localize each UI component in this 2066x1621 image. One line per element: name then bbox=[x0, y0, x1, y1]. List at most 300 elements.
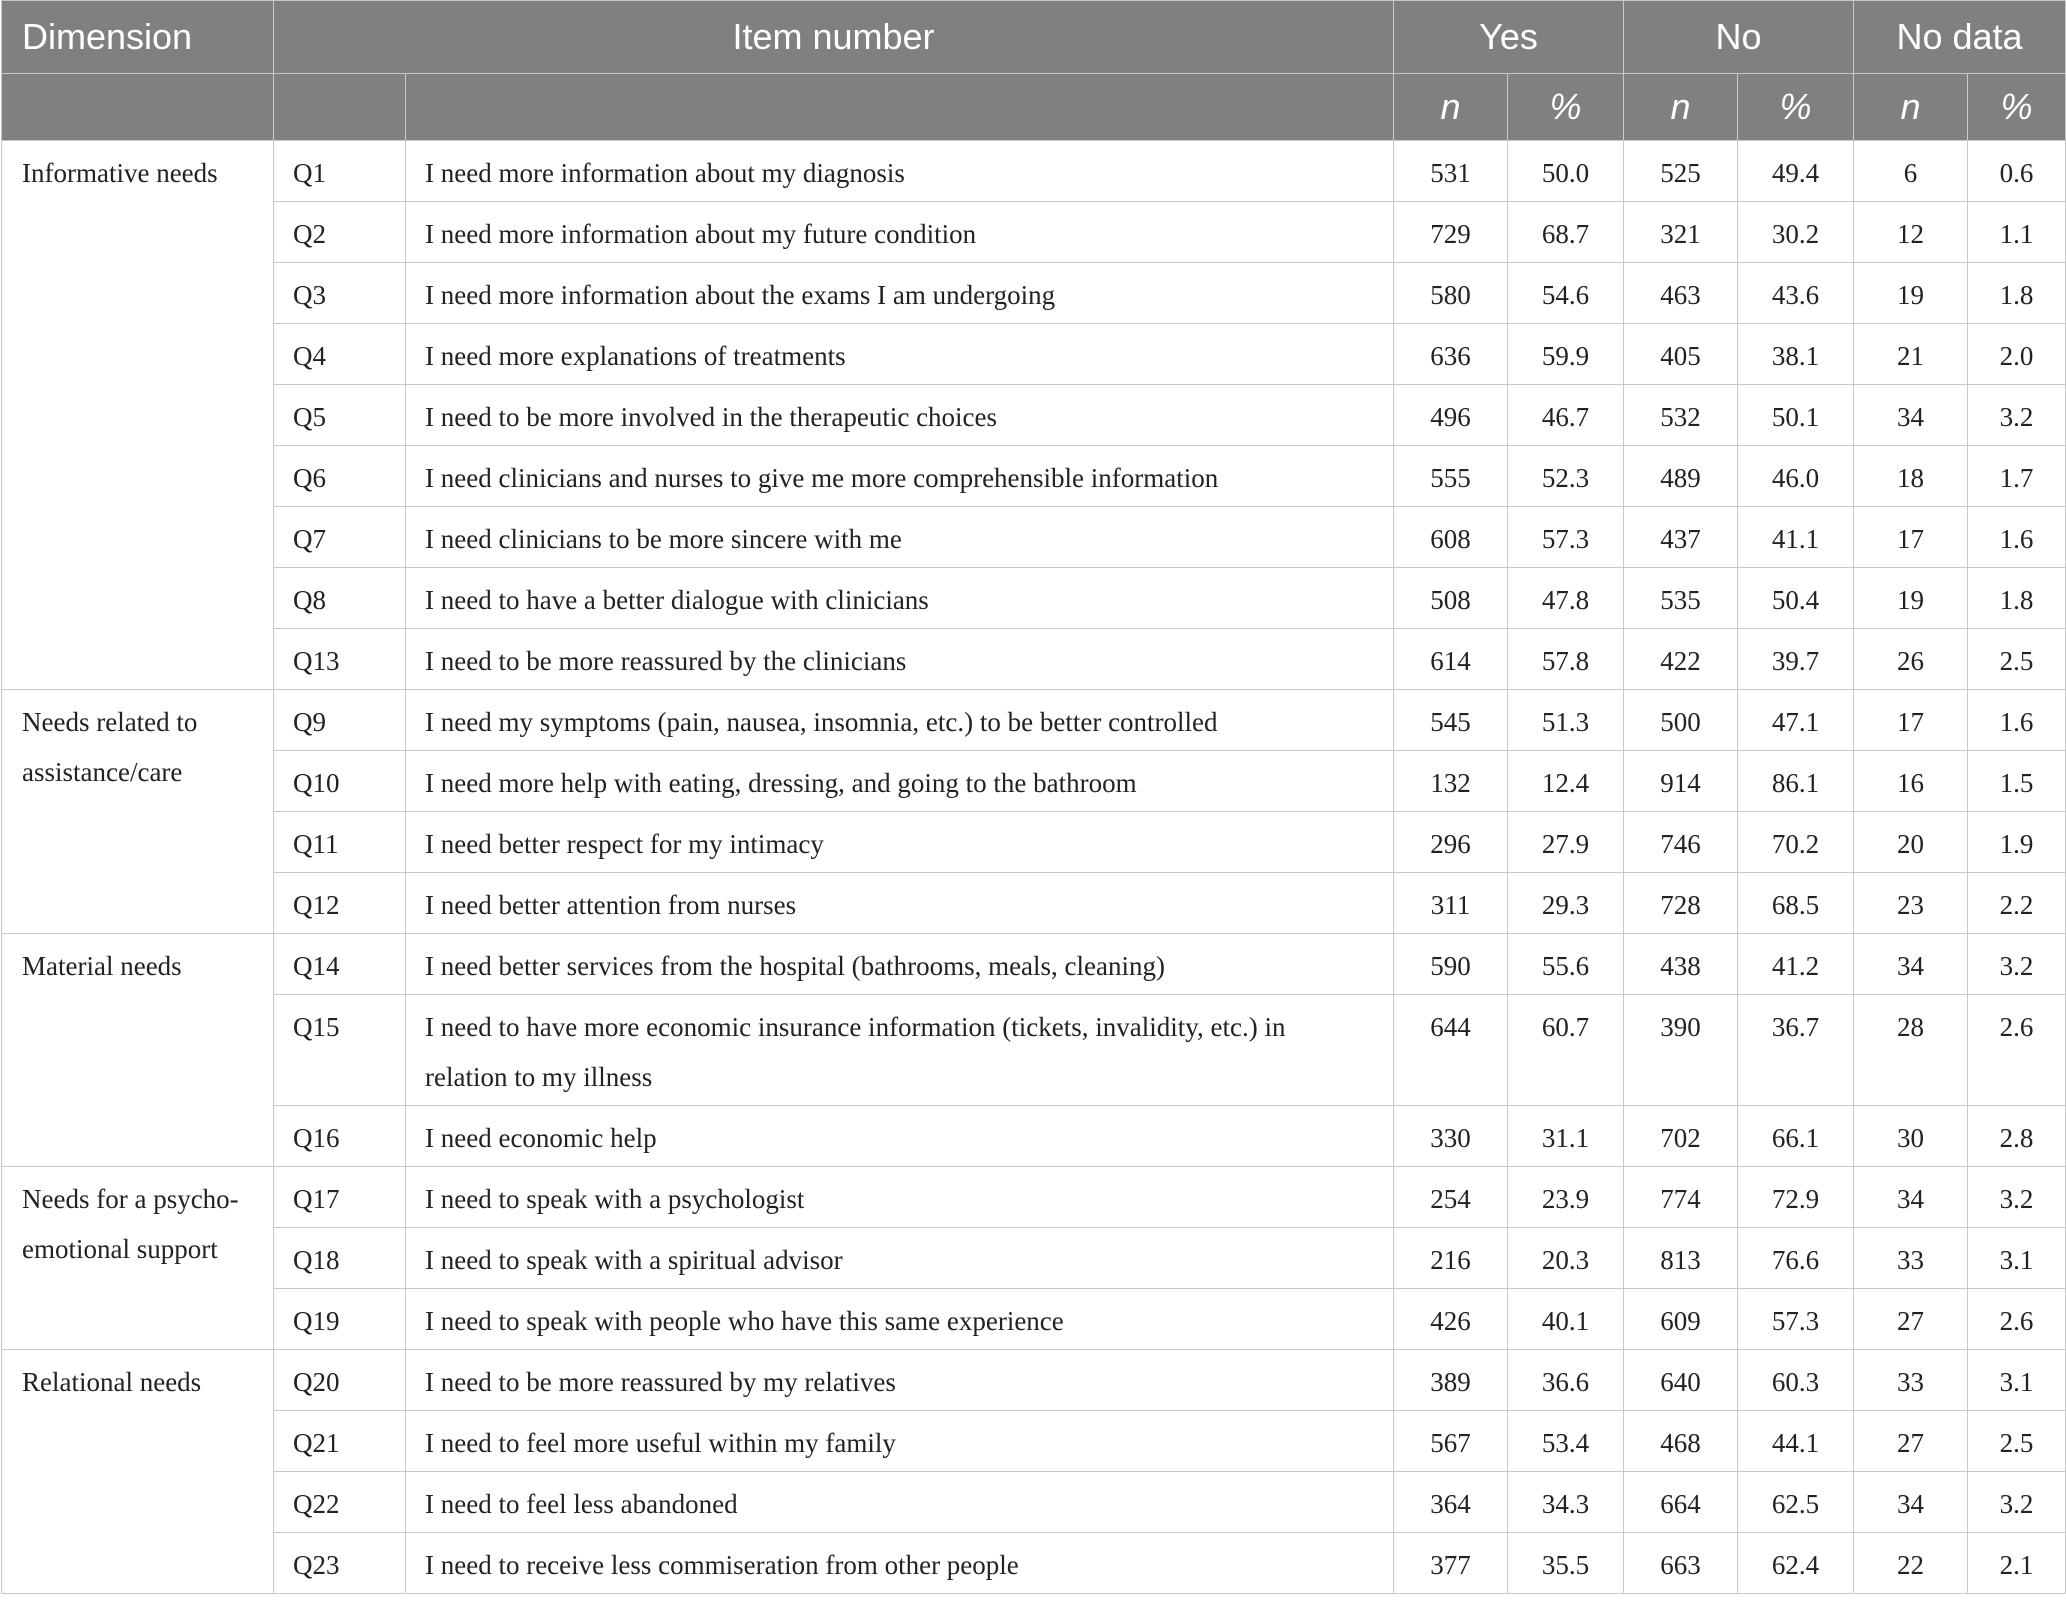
no-n: 664 bbox=[1660, 1489, 1701, 1519]
no-data-n-cell bbox=[1854, 812, 1968, 873]
no-data-pct: 3.2 bbox=[1999, 1184, 2034, 1214]
item-id-cell bbox=[274, 1472, 406, 1533]
item-text: I need better respect for my intimacy bbox=[425, 829, 824, 859]
dimension-cell bbox=[2, 934, 274, 1167]
no-n: 405 bbox=[1660, 341, 1701, 371]
table-row bbox=[2, 141, 2066, 202]
header-blank bbox=[2, 74, 274, 141]
item-id: Q18 bbox=[293, 1245, 340, 1275]
no-pct: 39.7 bbox=[1771, 646, 1820, 676]
item-id-cell bbox=[274, 1289, 406, 1350]
no-data-pct-cell bbox=[1968, 934, 2066, 995]
no-data-n-cell bbox=[1854, 1228, 1968, 1289]
no-data-n-cell bbox=[1854, 263, 1968, 324]
no-pct: 60.3 bbox=[1771, 1367, 1820, 1397]
no-pct: 49.4 bbox=[1771, 158, 1820, 188]
no-data-pct-cell bbox=[1968, 385, 2066, 446]
no-data-n-cell bbox=[1854, 751, 1968, 812]
yes-n: 608 bbox=[1430, 524, 1471, 554]
yes-n: 132 bbox=[1430, 768, 1471, 798]
no-n: 525 bbox=[1660, 158, 1701, 188]
item-id-cell bbox=[274, 1411, 406, 1472]
item-id: Q12 bbox=[293, 890, 340, 920]
yes-n: 254 bbox=[1430, 1184, 1471, 1214]
no-pct-cell bbox=[1738, 690, 1854, 751]
yes-pct: 57.3 bbox=[1541, 524, 1590, 554]
item-id: Q11 bbox=[293, 829, 339, 859]
item-text-cell bbox=[406, 1289, 1394, 1350]
no-data-n: 34 bbox=[1897, 1489, 1925, 1519]
no-pct-cell bbox=[1738, 1106, 1854, 1167]
no-data-n: 34 bbox=[1897, 402, 1925, 432]
header-dimension: Dimension bbox=[2, 1, 274, 74]
item-id-cell bbox=[274, 1167, 406, 1228]
no-data-n-cell bbox=[1854, 1289, 1968, 1350]
item-id: Q21 bbox=[293, 1428, 340, 1458]
no-data-n: 6 bbox=[1903, 158, 1918, 188]
header-item-number: Item number bbox=[274, 1, 1394, 74]
item-id-cell bbox=[274, 1228, 406, 1289]
no-data-pct: 1.7 bbox=[1999, 463, 2034, 493]
item-id: Q5 bbox=[293, 402, 326, 432]
no-data-n-cell bbox=[1854, 202, 1968, 263]
table-body bbox=[2, 141, 2066, 1594]
no-data-n-cell bbox=[1854, 1411, 1968, 1472]
yes-pct-cell bbox=[1508, 1350, 1624, 1411]
yes-pct: 23.9 bbox=[1541, 1184, 1590, 1214]
yes-n-cell bbox=[1394, 1228, 1508, 1289]
no-n-cell bbox=[1624, 1533, 1738, 1594]
yes-n: 580 bbox=[1430, 280, 1471, 310]
dimension-label: Needs for a psycho-emotional support bbox=[22, 1184, 239, 1264]
table-row bbox=[2, 1411, 2066, 1472]
no-n: 321 bbox=[1660, 219, 1701, 249]
item-id: Q2 bbox=[293, 219, 326, 249]
no-data-pct-cell bbox=[1968, 1167, 2066, 1228]
yes-pct-cell bbox=[1508, 324, 1624, 385]
no-n: 663 bbox=[1660, 1550, 1701, 1580]
no-n-cell bbox=[1624, 385, 1738, 446]
no-pct-cell bbox=[1738, 1533, 1854, 1594]
no-n: 532 bbox=[1660, 402, 1701, 432]
yes-n: 364 bbox=[1430, 1489, 1471, 1519]
item-text-cell bbox=[406, 568, 1394, 629]
yes-n: 644 bbox=[1430, 1012, 1471, 1042]
no-data-pct: 1.9 bbox=[1999, 829, 2034, 859]
no-pct-cell bbox=[1738, 873, 1854, 934]
yes-pct-cell bbox=[1508, 1106, 1624, 1167]
item-id-cell bbox=[274, 1106, 406, 1167]
no-pct-cell bbox=[1738, 141, 1854, 202]
no-data-pct: 2.6 bbox=[1999, 1306, 2034, 1336]
item-id: Q17 bbox=[293, 1184, 340, 1214]
yes-pct-cell bbox=[1508, 1472, 1624, 1533]
no-data-pct-cell bbox=[1968, 324, 2066, 385]
yes-pct: 53.4 bbox=[1541, 1428, 1590, 1458]
yes-pct: 36.6 bbox=[1541, 1367, 1590, 1397]
yes-pct-cell bbox=[1508, 507, 1624, 568]
no-pct: 46.0 bbox=[1771, 463, 1820, 493]
no-n: 728 bbox=[1660, 890, 1701, 920]
header-no-data: No data bbox=[1854, 1, 2066, 74]
no-n: 422 bbox=[1660, 646, 1701, 676]
item-text-cell bbox=[406, 934, 1394, 995]
no-data-n: 23 bbox=[1897, 890, 1925, 920]
no-pct-cell bbox=[1738, 1228, 1854, 1289]
item-text: I need to be more reassured by my relatives bbox=[425, 1367, 896, 1397]
yes-pct: 12.4 bbox=[1541, 768, 1590, 798]
yes-n-cell bbox=[1394, 1350, 1508, 1411]
yes-pct: 50.0 bbox=[1541, 158, 1590, 188]
item-id: Q9 bbox=[293, 707, 326, 737]
no-pct: 43.6 bbox=[1771, 280, 1820, 310]
no-data-n: 27 bbox=[1897, 1428, 1925, 1458]
no-data-pct-cell bbox=[1968, 873, 2066, 934]
no-data-n: 33 bbox=[1897, 1367, 1925, 1397]
no-data-n-cell bbox=[1854, 141, 1968, 202]
yes-pct: 59.9 bbox=[1541, 341, 1590, 371]
no-pct: 86.1 bbox=[1771, 768, 1820, 798]
no-data-pct-cell bbox=[1968, 568, 2066, 629]
dimension-cell bbox=[2, 141, 274, 690]
no-n: 609 bbox=[1660, 1306, 1701, 1336]
item-id: Q13 bbox=[293, 646, 340, 676]
yes-n-cell bbox=[1394, 202, 1508, 263]
dimension-cell bbox=[2, 1350, 274, 1594]
item-text: I need better services from the hospital (bathrooms, meals, cleaning) bbox=[425, 951, 1165, 981]
item-text-cell bbox=[406, 751, 1394, 812]
item-id-cell bbox=[274, 1533, 406, 1594]
item-text: I need more explanations of treatments bbox=[425, 341, 846, 371]
no-data-n: 18 bbox=[1897, 463, 1925, 493]
no-pct: 62.4 bbox=[1771, 1550, 1820, 1580]
no-n-cell bbox=[1624, 507, 1738, 568]
no-pct-cell bbox=[1738, 934, 1854, 995]
yes-n: 508 bbox=[1430, 585, 1471, 615]
yes-n-cell bbox=[1394, 385, 1508, 446]
item-id: Q10 bbox=[293, 768, 340, 798]
item-id-cell bbox=[274, 934, 406, 995]
no-n-cell bbox=[1624, 446, 1738, 507]
no-pct-cell bbox=[1738, 263, 1854, 324]
no-data-n: 33 bbox=[1897, 1245, 1925, 1275]
item-id: Q7 bbox=[293, 524, 326, 554]
item-text-cell bbox=[406, 385, 1394, 446]
no-data-pct: 1.5 bbox=[1999, 768, 2034, 798]
item-id: Q6 bbox=[293, 463, 326, 493]
yes-pct-cell bbox=[1508, 629, 1624, 690]
yes-n-cell bbox=[1394, 934, 1508, 995]
no-data-pct: 2.2 bbox=[1999, 890, 2034, 920]
yes-pct: 31.1 bbox=[1541, 1123, 1590, 1153]
no-pct: 72.9 bbox=[1771, 1184, 1820, 1214]
no-n-cell bbox=[1624, 1289, 1738, 1350]
no-data-pct-cell bbox=[1968, 995, 2066, 1106]
yes-pct: 35.5 bbox=[1541, 1550, 1590, 1580]
needs-table bbox=[1, 0, 2066, 1594]
no-pct-cell bbox=[1738, 1167, 1854, 1228]
yes-pct: 52.3 bbox=[1541, 463, 1590, 493]
yes-n: 296 bbox=[1430, 829, 1471, 859]
table-row bbox=[2, 446, 2066, 507]
no-pct: 76.6 bbox=[1771, 1245, 1820, 1275]
no-n: 746 bbox=[1660, 829, 1701, 859]
item-id-cell bbox=[274, 446, 406, 507]
yes-n: 330 bbox=[1430, 1123, 1471, 1153]
no-data-n-cell bbox=[1854, 385, 1968, 446]
item-text: I need more information about my diagnosis bbox=[425, 158, 905, 188]
item-id: Q19 bbox=[293, 1306, 340, 1336]
no-data-pct-cell bbox=[1968, 141, 2066, 202]
no-pct: 44.1 bbox=[1771, 1428, 1820, 1458]
yes-n: 377 bbox=[1430, 1550, 1471, 1580]
item-text: I need to be more reassured by the clinicians bbox=[425, 646, 907, 676]
item-id: Q1 bbox=[293, 158, 326, 188]
no-data-n: 34 bbox=[1897, 951, 1925, 981]
item-text: I need to have more economic insurance information (tickets, invalidity, etc.) in relation to my illness bbox=[425, 1012, 1286, 1092]
yes-n-cell bbox=[1394, 507, 1508, 568]
yes-pct-cell bbox=[1508, 812, 1624, 873]
no-data-pct: 1.6 bbox=[1999, 524, 2034, 554]
yes-n-cell bbox=[1394, 1472, 1508, 1533]
no-data-n-cell bbox=[1854, 568, 1968, 629]
item-text: I need to speak with a spiritual advisor bbox=[425, 1245, 843, 1275]
no-data-n-cell bbox=[1854, 629, 1968, 690]
yes-n: 311 bbox=[1430, 890, 1471, 920]
no-n-cell bbox=[1624, 1472, 1738, 1533]
item-text: I need more information about the exams I am undergoing bbox=[425, 280, 1056, 310]
no-data-n-cell bbox=[1854, 1167, 1968, 1228]
table-row bbox=[2, 263, 2066, 324]
no-pct-cell bbox=[1738, 1411, 1854, 1472]
table-row bbox=[2, 1350, 2066, 1411]
item-text-cell bbox=[406, 263, 1394, 324]
no-data-pct: 3.2 bbox=[1999, 402, 2034, 432]
dimension-cell bbox=[2, 1167, 274, 1350]
item-id-cell bbox=[274, 751, 406, 812]
item-text: I need to receive less commiseration from other people bbox=[425, 1550, 1019, 1580]
yes-pct-cell bbox=[1508, 995, 1624, 1106]
header-yes-n: n bbox=[1394, 74, 1508, 141]
no-n: 489 bbox=[1660, 463, 1701, 493]
item-text-cell bbox=[406, 1106, 1394, 1167]
no-data-pct-cell bbox=[1968, 1411, 2066, 1472]
table-row bbox=[2, 751, 2066, 812]
no-data-pct-cell bbox=[1968, 751, 2066, 812]
table-row bbox=[2, 934, 2066, 995]
item-text-cell bbox=[406, 446, 1394, 507]
yes-n: 590 bbox=[1430, 951, 1471, 981]
header-no-pct: % bbox=[1738, 74, 1854, 141]
yes-n-cell bbox=[1394, 1106, 1508, 1167]
no-data-n-cell bbox=[1854, 873, 1968, 934]
header-no-data-n: n bbox=[1854, 74, 1968, 141]
no-data-n: 16 bbox=[1897, 768, 1925, 798]
yes-pct: 54.6 bbox=[1541, 280, 1590, 310]
no-pct: 41.2 bbox=[1771, 951, 1820, 981]
no-data-n-cell bbox=[1854, 995, 1968, 1106]
no-data-n: 26 bbox=[1897, 646, 1925, 676]
yes-pct: 51.3 bbox=[1541, 707, 1590, 737]
header-blank bbox=[406, 74, 1394, 141]
no-pct: 70.2 bbox=[1771, 829, 1820, 859]
yes-pct: 55.6 bbox=[1541, 951, 1590, 981]
header-no-n: n bbox=[1624, 74, 1738, 141]
no-data-pct: 1.8 bbox=[1999, 280, 2034, 310]
item-text: I need to feel less abandoned bbox=[425, 1489, 738, 1519]
no-data-n-cell bbox=[1854, 1106, 1968, 1167]
no-pct: 68.5 bbox=[1771, 890, 1820, 920]
no-n-cell bbox=[1624, 995, 1738, 1106]
no-data-pct: 2.0 bbox=[1999, 341, 2034, 371]
no-pct-cell bbox=[1738, 751, 1854, 812]
no-data-n: 19 bbox=[1897, 280, 1925, 310]
table-row bbox=[2, 385, 2066, 446]
no-pct-cell bbox=[1738, 324, 1854, 385]
yes-pct-cell bbox=[1508, 934, 1624, 995]
item-text: I need clinicians to be more sincere with me bbox=[425, 524, 902, 554]
yes-n-cell bbox=[1394, 1167, 1508, 1228]
item-text-cell bbox=[406, 324, 1394, 385]
item-id-cell bbox=[274, 385, 406, 446]
yes-n: 636 bbox=[1430, 341, 1471, 371]
no-data-pct-cell bbox=[1968, 1533, 2066, 1594]
no-data-pct: 2.8 bbox=[1999, 1123, 2034, 1153]
dimension-cell bbox=[2, 690, 274, 934]
table-row bbox=[2, 202, 2066, 263]
table-row bbox=[2, 1533, 2066, 1594]
no-n-cell bbox=[1624, 324, 1738, 385]
no-data-n-cell bbox=[1854, 1533, 1968, 1594]
no-n-cell bbox=[1624, 1228, 1738, 1289]
yes-n: 614 bbox=[1430, 646, 1471, 676]
item-text-cell bbox=[406, 1411, 1394, 1472]
item-id-cell bbox=[274, 568, 406, 629]
no-data-n-cell bbox=[1854, 324, 1968, 385]
dimension-label: Needs related to assistance/care bbox=[22, 707, 198, 787]
yes-pct: 47.8 bbox=[1541, 585, 1590, 615]
yes-n-cell bbox=[1394, 1289, 1508, 1350]
no-n: 702 bbox=[1660, 1123, 1701, 1153]
header-yes: Yes bbox=[1394, 1, 1624, 74]
item-text-cell bbox=[406, 690, 1394, 751]
header-blank bbox=[274, 74, 406, 141]
dimension-label: Informative needs bbox=[22, 158, 218, 188]
no-data-pct: 3.2 bbox=[1999, 951, 2034, 981]
no-data-pct: 2.5 bbox=[1999, 1428, 2034, 1458]
item-id-cell bbox=[274, 141, 406, 202]
yes-pct-cell bbox=[1508, 751, 1624, 812]
item-text: I need to speak with a psychologist bbox=[425, 1184, 805, 1214]
no-data-n-cell bbox=[1854, 690, 1968, 751]
item-text-cell bbox=[406, 629, 1394, 690]
no-n-cell bbox=[1624, 1167, 1738, 1228]
table-row bbox=[2, 324, 2066, 385]
no-pct: 62.5 bbox=[1771, 1489, 1820, 1519]
no-data-n: 27 bbox=[1897, 1306, 1925, 1336]
yes-n: 426 bbox=[1430, 1306, 1471, 1336]
yes-pct-cell bbox=[1508, 141, 1624, 202]
yes-n-cell bbox=[1394, 324, 1508, 385]
no-n: 640 bbox=[1660, 1367, 1701, 1397]
yes-pct: 34.3 bbox=[1541, 1489, 1590, 1519]
item-text-cell bbox=[406, 995, 1394, 1106]
item-text-cell bbox=[406, 1167, 1394, 1228]
no-data-n: 17 bbox=[1897, 524, 1925, 554]
no-pct: 36.7 bbox=[1771, 1012, 1820, 1042]
yes-n-cell bbox=[1394, 1411, 1508, 1472]
item-id-cell bbox=[274, 812, 406, 873]
item-text-cell bbox=[406, 1228, 1394, 1289]
yes-n-cell bbox=[1394, 873, 1508, 934]
yes-n-cell bbox=[1394, 568, 1508, 629]
no-pct: 47.1 bbox=[1771, 707, 1820, 737]
no-data-n-cell bbox=[1854, 1472, 1968, 1533]
no-n-cell bbox=[1624, 934, 1738, 995]
no-n: 463 bbox=[1660, 280, 1701, 310]
no-data-pct-cell bbox=[1968, 629, 2066, 690]
yes-pct-cell bbox=[1508, 568, 1624, 629]
yes-n-cell bbox=[1394, 263, 1508, 324]
item-text-cell bbox=[406, 1472, 1394, 1533]
yes-n: 567 bbox=[1430, 1428, 1471, 1458]
item-text-cell bbox=[406, 1350, 1394, 1411]
no-pct-cell bbox=[1738, 1289, 1854, 1350]
no-data-pct: 3.2 bbox=[1999, 1489, 2034, 1519]
yes-pct-cell bbox=[1508, 446, 1624, 507]
yes-pct-cell bbox=[1508, 873, 1624, 934]
no-data-n: 30 bbox=[1897, 1123, 1925, 1153]
dimension-label: Material needs bbox=[22, 951, 182, 981]
no-data-n-cell bbox=[1854, 934, 1968, 995]
item-text-cell bbox=[406, 507, 1394, 568]
item-id: Q3 bbox=[293, 280, 326, 310]
no-pct: 30.2 bbox=[1771, 219, 1820, 249]
yes-pct-cell bbox=[1508, 1228, 1624, 1289]
no-data-n: 19 bbox=[1897, 585, 1925, 615]
item-id-cell bbox=[274, 202, 406, 263]
no-n: 437 bbox=[1660, 524, 1701, 554]
item-text: I need more help with eating, dressing, and going to the bathroom bbox=[425, 768, 1137, 798]
yes-pct-cell bbox=[1508, 1411, 1624, 1472]
yes-n-cell bbox=[1394, 446, 1508, 507]
item-text-cell bbox=[406, 812, 1394, 873]
item-text: I need to have a better dialogue with clinicians bbox=[425, 585, 929, 615]
no-data-pct: 1.6 bbox=[1999, 707, 2034, 737]
yes-pct-cell bbox=[1508, 690, 1624, 751]
header-yes-pct: % bbox=[1508, 74, 1624, 141]
table-row bbox=[2, 812, 2066, 873]
item-text: I need economic help bbox=[425, 1123, 657, 1153]
dimension-label: Relational needs bbox=[22, 1367, 202, 1397]
no-n-cell bbox=[1624, 751, 1738, 812]
no-pct: 38.1 bbox=[1771, 341, 1820, 371]
no-data-pct: 2.6 bbox=[1999, 1012, 2034, 1042]
no-pct-cell bbox=[1738, 507, 1854, 568]
header-no-data-pct: % bbox=[1968, 74, 2066, 141]
item-id: Q15 bbox=[293, 1012, 340, 1042]
table-row bbox=[2, 1167, 2066, 1228]
item-id: Q14 bbox=[293, 951, 340, 981]
item-id: Q22 bbox=[293, 1489, 340, 1519]
table-row bbox=[2, 568, 2066, 629]
item-text: I need to feel more useful within my family bbox=[425, 1428, 896, 1458]
no-data-n: 28 bbox=[1897, 1012, 1925, 1042]
no-pct: 66.1 bbox=[1771, 1123, 1820, 1153]
no-n-cell bbox=[1624, 1350, 1738, 1411]
no-data-pct-cell bbox=[1968, 202, 2066, 263]
header-no: No bbox=[1624, 1, 1854, 74]
